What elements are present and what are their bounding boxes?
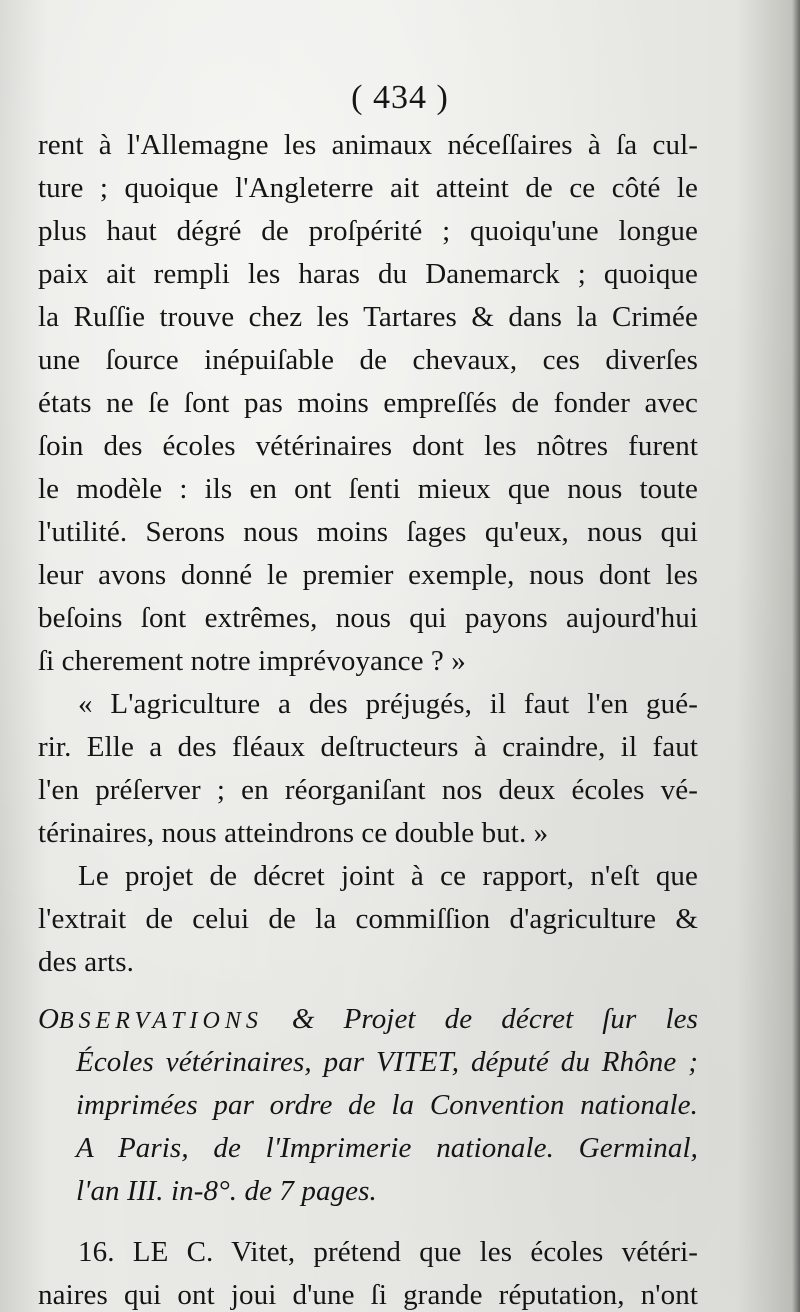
paragraph-3 <box>38 855 698 984</box>
entry-title-start: & Projet de décret ſur les <box>291 1003 698 1035</box>
text-line: « L'agriculture a des préjugés, il faut l'en gué- <box>78 688 698 720</box>
text-line: naires qui ont joui d'une ſi grande réputation, n'ont <box>38 1279 698 1311</box>
text-line: états ne ſe ſont pas moins empreſſés de fonder avec <box>38 387 698 419</box>
text-line: une ſource inépuiſable de chevaux, ces diverſes <box>38 344 698 376</box>
paragraph-1 <box>38 124 698 683</box>
text-line: ture ; quoique l'Angleterre ait atteint de ce côté le <box>38 172 698 204</box>
text-line: paix ait rempli les haras du Danemarck ; quoique <box>38 258 698 290</box>
entry-line: Écoles vétérinaires, par VITET, député du Rhône ; <box>76 1046 698 1078</box>
text-line: Le projet de décret joint à ce rapport, n'eſt que <box>78 860 698 892</box>
text-line: leur avons donné le premier exemple, nous dont les <box>38 559 698 591</box>
entry-label-initial: O <box>38 1003 59 1035</box>
paragraph-4 <box>38 1231 698 1312</box>
text-line: des arts. <box>38 946 134 978</box>
text-block <box>38 124 698 1312</box>
paragraph-2 <box>38 683 698 855</box>
text-line: plus haut dégré de proſpérité ; quoiqu'une longue <box>38 215 698 247</box>
text-line: térinaires, nous atteindrons ce double but. » <box>38 817 549 849</box>
entry-label <box>38 1003 263 1035</box>
text-line: l'utilité. Serons nous moins ſages qu'eux, nous qui <box>38 516 698 548</box>
text-line: beſoins ſont extrêmes, nous qui payons aujourd'hui <box>38 602 698 634</box>
bibliographic-entry <box>38 998 698 1213</box>
text-line: rir. Elle a des fléaux deſtructeurs à craindre, il faut <box>38 731 698 763</box>
entry-line: l'an III. in-8°. de 7 pages. <box>76 1175 377 1207</box>
spacer <box>38 984 698 998</box>
text-line: 16. LE C. Vitet, prétend que les écoles vétéri- <box>78 1236 698 1268</box>
entry-first-line <box>38 998 698 1041</box>
text-line: la Ruſſie trouve chez les Tartares & dans la Crimée <box>38 301 698 333</box>
text-line: rent à l'Allemagne les animaux néceſſaires à ſa cul- <box>38 129 698 161</box>
text-line: l'extrait de celui de la commiſſion d'agriculture & <box>38 903 698 935</box>
entry-label-rest: BSERVATIONS <box>58 1008 263 1034</box>
page-edge-shadow <box>792 0 800 1312</box>
text-line: l'en préſerver ; en réorganiſant nos deux écoles vé- <box>38 774 698 806</box>
spacer <box>38 1213 698 1231</box>
text-line: le modèle : ils en ont ſenti mieux que nous toute <box>38 473 698 505</box>
entry-line: A Paris, de l'Imprimerie nationale. Germinal, <box>76 1132 698 1164</box>
text-line: ſoin des écoles vétérinaires dont les nôtres furent <box>38 430 698 462</box>
entry-line: imprimées par ordre de la Convention nationale. <box>76 1089 698 1121</box>
text-line: ſi cherement notre imprévoyance ? » <box>38 645 466 677</box>
page-number: ( 434 ) <box>351 79 449 116</box>
